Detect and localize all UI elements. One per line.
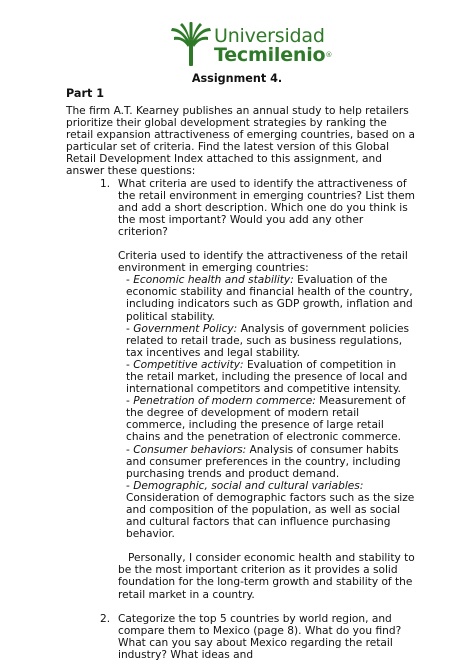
question-2-text: Categorize the top 5 countries by world region, and compare them to Mexico (page 8). What do you find? What can you say about Mexico regarding the retail industry? What ideas and [118, 612, 402, 661]
criterion-name: Competitive activity: [133, 358, 244, 371]
criterion-item: - Economic health and stability: Evaluation of the economic stability and financial health of the country, including indicators such as GDP growth, inflation and political stability. [126, 274, 413, 323]
criterion-desc: Measurement of the degree of development of modern retail commerce, including the presence of large retail chains and the penetration of electronic commerce. [126, 395, 406, 444]
criterion-item: - Demographic, social and cultural variables: Consideration of demographic factors such as the size and composition of the population, as well as social and cultural factors that can influence purchasing behavior. [126, 479, 415, 541]
tree-leaf-icon [170, 22, 212, 66]
assignment-title: Assignment 4. [191, 72, 283, 85]
criterion-desc: Evaluation of competition in the retail market, including the presence of local and international competitors and competitive intensity. [126, 358, 408, 396]
opinion-paragraph: Personally, I consider economic health and stability to be the most important criterion as it provides a solid foundation for the long-term growth and stability of the retail market in a country. [118, 552, 415, 601]
criteria-intro: Criteria used to identify the attractiveness of the retail environment in emerging countries: [118, 250, 408, 275]
registered-mark: ® [325, 51, 333, 59]
criterion-desc: Consideration of demographic factors such as the size and composition of the population, as well as social and cultural factors that can influence purchasing behavior. [126, 491, 415, 541]
question-2 [66, 613, 416, 661]
part-heading: Part 1 [66, 87, 104, 100]
criterion-name: Demographic, social and cultural variables: [133, 479, 364, 492]
criterion-name: Consumer behaviors: [133, 443, 247, 456]
intro-paragraph: The firm A.T. Kearney publishes an annual study to help retailers prioritize their global development strategies by ranking the retail expansion attractiveness of emerging countries, based on a particular set of criteria. Find the latest version of this Global Retail Development Index attached to this assignment, and answer these questions: [66, 105, 416, 178]
criterion-desc: Analysis of government policies related to retail trade, such as business regulations, tax incentives and legal stability. [126, 322, 410, 359]
criterion-item: - Competitive activity: Evaluation of competition in the retail market, including the presence of local and international competitors and competitive intensity. [126, 358, 408, 396]
question-1-number: 1. [100, 177, 111, 190]
logo-text-universidad: Universidad [214, 25, 325, 47]
logo-text-tecmilenio: Tecmilenio® [214, 44, 333, 66]
criterion-name: Penetration of modern commerce: [133, 395, 316, 408]
university-logo [170, 22, 333, 66]
criterion-name: Government Policy: [133, 322, 238, 335]
question-2-number: 2. [100, 612, 111, 625]
criteria-list [66, 274, 416, 540]
criterion-item: - Penetration of modern commerce: Measurement of the degree of development of modern retail commerce, including the presence of large retail chains and the penetration of electronic commerce. [126, 395, 406, 444]
criterion-name: Economic health and stability: [133, 274, 294, 287]
question-1 [66, 178, 416, 238]
criterion-item: - Government Policy: Analysis of government policies related to retail trade, such as business regulations, tax incentives and legal stability. [126, 322, 410, 359]
criterion-item: - Consumer behaviors: Analysis of consumer habits and consumer preferences in the country, including purchasing trends and product demand. [126, 443, 401, 480]
criterion-desc: Analysis of consumer habits and consumer preferences in the country, including purchasing trends and product demand. [126, 443, 401, 480]
question-1-text: What criteria are used to identify the attractiveness of the retail environment in emerging countries? List them and add a short description. Which one do you think is the most important? Would you add any other criterion? [118, 177, 415, 238]
document-body [66, 105, 416, 661]
criterion-desc: Evaluation of the economic stability and financial health of the country, including indicators such as GDP growth, inflation and political stability. [126, 274, 413, 323]
